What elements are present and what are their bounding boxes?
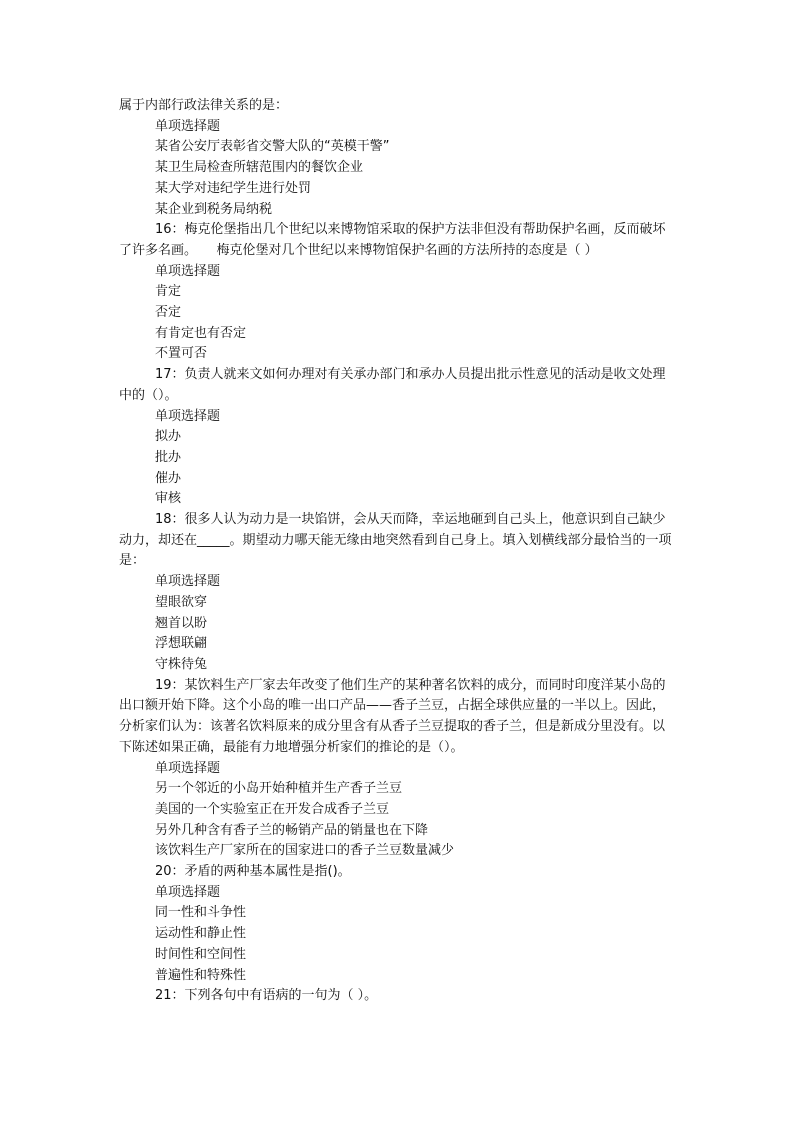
option: 守株待兔 [155, 656, 208, 672]
question-list [119, 96, 675, 1007]
option: 浮想联翩 [155, 636, 208, 652]
question-type: 单项选择题 [155, 574, 221, 590]
option: 普遍性和特殊性 [155, 967, 247, 983]
question-stem: 20：矛盾的两种基本属性是指()。 [155, 864, 351, 880]
question-type: 单项选择题 [155, 263, 221, 279]
option: 不置可否 [155, 346, 208, 362]
option: 肯定 [155, 284, 182, 300]
question-type: 单项选择题 [155, 118, 221, 134]
option: 美国的一个实验室正在开发合成香子兰豆 [155, 801, 390, 817]
option: 同一性和斗争性 [155, 905, 247, 921]
question-stem: 17：负责人就来文如何办理对有关承办部门和承办人员提出批示性意见的活动是收文处理中的（）。 [119, 367, 666, 403]
option: 某省公安厅表彰省交警大队的“英模干警” [155, 139, 390, 155]
option: 某企业到税务局纳税 [155, 201, 273, 217]
option: 某卫生局检查所辖范围内的餐饮企业 [155, 160, 364, 176]
option: 时间性和空间性 [155, 946, 247, 962]
question-stem: 18：很多人认为动力是一块馅饼，会从天而降，幸运地砸到自己头上，他意识到自己缺少动力，却还在_____。期望动力哪天能无缘由地突然看到自己身上。填入划横线部分最恰当的一项是： [119, 512, 672, 569]
option: 翘首以盼 [155, 615, 208, 631]
option: 有肯定也有否定 [155, 325, 247, 341]
question-type: 单项选择题 [155, 408, 221, 424]
option: 运动性和静止性 [155, 926, 247, 942]
option: 望眼欲穿 [155, 594, 208, 610]
question-stem: 19：某饮料生产厂家去年改变了他们生产的某种著名饮料的成分，而同时印度洋某小岛的出口额开始下降。这个小岛的唯一出口产品——香子兰豆，占据全球供应量的一半以上。因此，分析家们认为：该著名饮料原来的成分里含有从香子兰豆提取的香子兰，但是新成分里没有。以下陈述如果正确，最能有力地增强分析家们的推论的是（）。 [119, 677, 666, 755]
option: 催办 [155, 470, 182, 486]
option: 批办 [155, 449, 182, 465]
option: 审核 [155, 491, 182, 507]
option: 否定 [155, 305, 182, 321]
option: 该饮料生产厂家所在的国家进口的香子兰豆数量减少 [155, 843, 455, 859]
option: 拟办 [155, 429, 182, 445]
option: 另一个邻近的小岛开始种植并生产香子兰豆 [155, 781, 403, 797]
question-stem: 属于内部行政法律关系的是： [119, 98, 289, 113]
question-stem: 21：下列各句中有语病的一句为（ ）。 [155, 988, 378, 1004]
option: 某大学对违纪学生进行处罚 [155, 180, 312, 196]
question-type: 单项选择题 [155, 884, 221, 900]
question-type: 单项选择题 [155, 760, 221, 776]
option: 另外几种含有香子兰的畅销产品的销量也在下降 [155, 822, 429, 838]
question-stem: 16：梅克伦堡指出几个世纪以来博物馆采取的保护方法非但没有帮助保护名画，反而破坏了许多名画。 梅克伦堡对几个世纪以来博物馆保护名画的方法所持的态度是（ ） [119, 222, 666, 258]
